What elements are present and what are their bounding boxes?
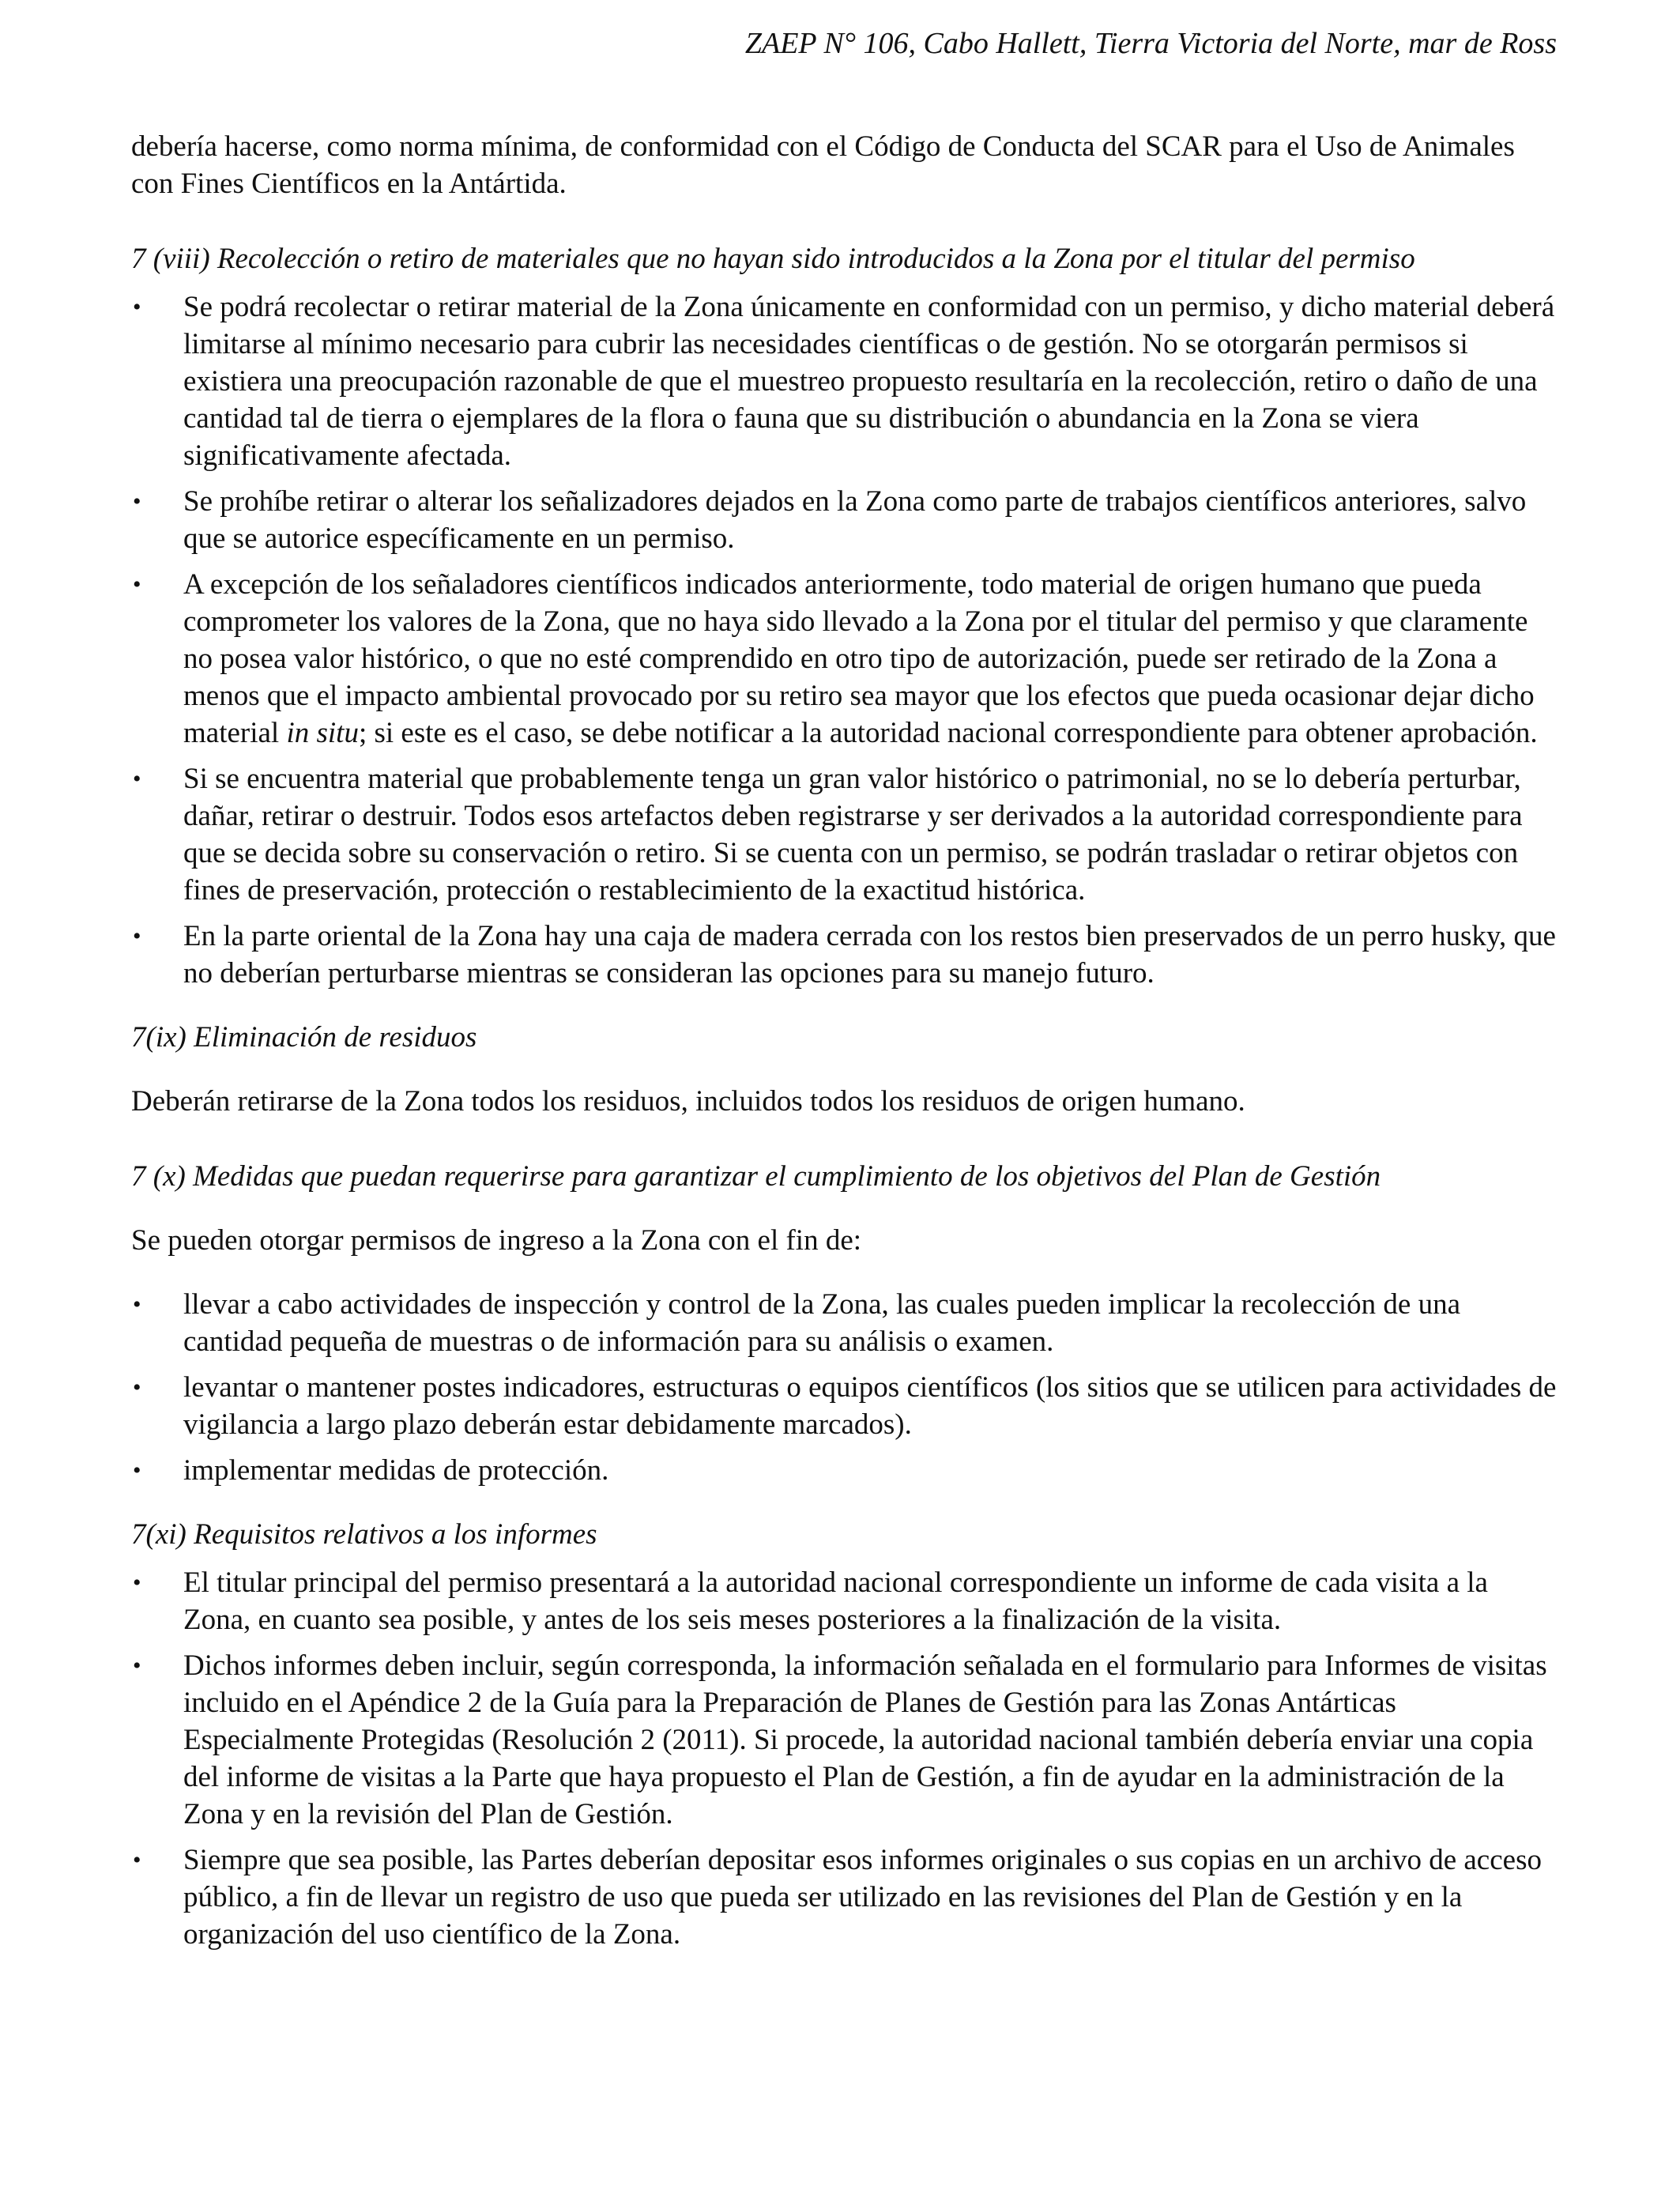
- intro-paragraph: debería hacerse, como norma mínima, de conformidad con el Código de Conducta del SCAR para el Uso de Animales con Fines Científicos en la Antártida.: [131, 130, 1515, 200]
- list-item-text-part: A excepción de los señaladores científicos indicados anteriormente, todo material de origen humano que pueda comprometer los valores de la Zona, que no haya sido llevado a la Zona por el titular del permiso y que claramente no posea valor histórico, o que no esté comprendido en otro tipo de autorización, puede ser retirado de la Zona a menos que el impacto ambiental provocado por su retiro sea mayor que los efectos que pueda ocasionar dejar dicho material: [183, 568, 1535, 749]
- bullet-icon: •: [133, 1570, 141, 1596]
- bullet-icon: •: [133, 1847, 141, 1873]
- list-item-text: Se prohíbe retirar o alterar los señalizadores dejados en la Zona como parte de trabajos científicos anteriores, salvo que se autorice específicamente en un permiso.: [183, 485, 1527, 555]
- list-item: [131, 1564, 1557, 1638]
- list-item-text: llevar a cabo actividades de inspección y control de la Zona, las cuales pueden implicar la recolección de una cantidad pequeña de muestras o de información para su análisis o examen.: [183, 1288, 1460, 1358]
- list-item-text: En la parte oriental de la Zona hay una caja de madera cerrada con los restos bien preservados de un perro husky, que no deberían perturbarse mientras se consideran las opciones para su manejo futuro.: [183, 920, 1556, 990]
- list-item-text-part: ; si este es el caso, se debe notificar a la autoridad nacional correspondiente para obtener aprobación.: [358, 717, 1538, 749]
- bullet-icon: •: [133, 1374, 141, 1400]
- section-ix-text: Deberán retirarse de la Zona todos los residuos, incluidos todos los residuos de origen humano.: [131, 1085, 1245, 1118]
- section-x-list: [131, 1286, 1557, 1489]
- bullet-icon: •: [133, 294, 141, 320]
- section-xi-list: [131, 1564, 1557, 1953]
- running-header: ZAEP N° 106, Cabo Hallett, Tierra Victoria del Norte, mar de Ross: [744, 27, 1557, 60]
- italic-term: in situ: [286, 717, 359, 749]
- section-x: [131, 1158, 1557, 1489]
- bullet-icon: •: [133, 766, 141, 792]
- list-item: [131, 288, 1557, 474]
- list-item: [131, 918, 1557, 992]
- section-xi-heading: 7(xi) Requisitos relativos a los informes: [131, 1518, 597, 1551]
- list-item: [131, 483, 1557, 557]
- section-xi: [131, 1516, 1557, 1953]
- bullet-icon: •: [133, 1457, 141, 1483]
- list-item: [131, 1369, 1557, 1443]
- section-viii: [131, 240, 1557, 992]
- section-viii-heading: 7 (viii) Recolección o retiro de materiales que no hayan sido introducidos a la Zona por el titular del permiso: [131, 243, 1415, 275]
- list-item: [131, 1842, 1557, 1953]
- list-item: [131, 760, 1557, 909]
- list-item: [131, 566, 1557, 752]
- section-ix: [131, 1019, 1557, 1120]
- document-body: [131, 128, 1557, 1953]
- list-item-text: El titular principal del permiso presentará a la autoridad nacional correspondiente un informe de cada visita a la Zona, en cuanto sea posible, y antes de los seis meses posteriores a la finalización de la visita.: [183, 1566, 1488, 1636]
- list-item-text: Dichos informes deben incluir, según corresponda, la información señalada en el formulario para Informes de visitas incluido en el Apéndice 2 de la Guía para la Preparación de Planes de Gestión para las Zonas Antárticas Especialmente Protegidas (Resolución 2 (2011). Si procede, la autoridad nacional también debería enviar una copia del informe de visitas a la Parte que haya propuesto el Plan de Gestión, a fin de ayudar en la administración de la Zona y en la revisión del Plan de Gestión.: [183, 1649, 1547, 1830]
- list-item-text: Si se encuentra material que probablemente tenga un gran valor histórico o patrimonial, no se lo debería perturbar, dañar, retirar o destruir. Todos esos artefactos deben registrarse y ser derivados a la autoridad correspondiente para que se decida sobre su conservación o retiro. Si se cuenta con un permiso, se podrán trasladar o retirar objetos con fines de preservación, protección o restablecimiento de la exactitud histórica.: [183, 763, 1523, 907]
- list-item: [131, 1286, 1557, 1360]
- list-item-text: Se podrá recolectar o retirar material de la Zona únicamente en conformidad con un permiso, y dicho material deberá limitarse al mínimo necesario para cubrir las necesidades científicas o de gestión. No se otorgarán permisos si existiera una preocupación razonable de que el muestreo propuesto resultaría en la recolección, retiro o daño de una cantidad tal de tierra o ejemplares de la flora o fauna que su distribución o abundancia en la Zona se viera significativamente afectada.: [183, 291, 1555, 472]
- bullet-icon: •: [133, 1291, 141, 1318]
- bullet-icon: •: [133, 488, 141, 515]
- list-item-text: levantar o mantener postes indicadores, estructuras o equipos científicos (los sitios que se utilicen para actividades de vigilancia a largo plazo deberán estar debidamente marcados).: [183, 1371, 1557, 1441]
- bullet-icon: •: [133, 923, 141, 949]
- list-item-text: Siempre que sea posible, las Partes deberían depositar esos informes originales o sus copias en un archivo de acceso público, a fin de llevar un registro de uso que pueda ser utilizado en las revisiones del Plan de Gestión y en la organización del uso científico de la Zona.: [183, 1844, 1542, 1951]
- section-x-heading: 7 (x) Medidas que puedan requerirse para garantizar el cumplimiento de los objetivos del Plan de Gestión: [131, 1160, 1381, 1193]
- list-item-text: [183, 568, 1538, 749]
- list-item: [131, 1647, 1557, 1833]
- list-item: [131, 1452, 1557, 1489]
- section-ix-heading: 7(ix) Eliminación de residuos: [131, 1021, 477, 1054]
- section-x-intro: Se pueden otorgar permisos de ingreso a la Zona con el fin de:: [131, 1224, 862, 1257]
- list-item-text: implementar medidas de protección.: [183, 1454, 609, 1487]
- bullet-icon: •: [133, 1653, 141, 1679]
- section-viii-list: [131, 288, 1557, 992]
- bullet-icon: •: [133, 571, 141, 598]
